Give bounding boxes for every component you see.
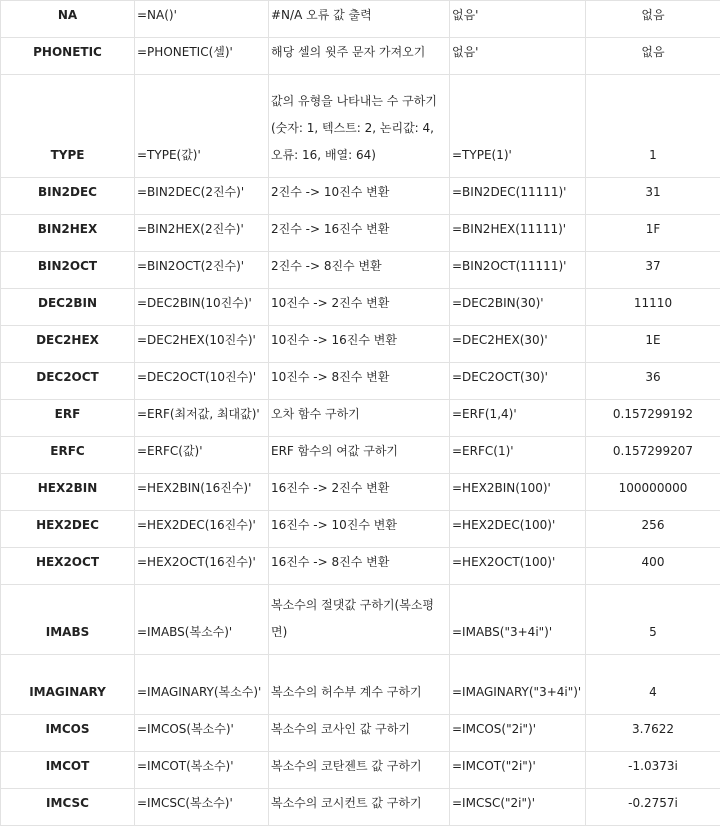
table-row bbox=[1, 548, 720, 585]
example-cell: =HEX2BIN(100)' bbox=[450, 474, 586, 511]
example-cell: 없음' bbox=[450, 1, 586, 38]
example-cell: =IMCOT("2i")' bbox=[450, 752, 586, 789]
syntax-cell: =IMABS(복소수)' bbox=[135, 585, 269, 655]
description-cell: 오차 함수 구하기 bbox=[269, 400, 450, 437]
function-name-cell: DEC2BIN bbox=[1, 289, 135, 326]
result-cell: 37 bbox=[586, 252, 720, 289]
table-row bbox=[1, 789, 720, 826]
function-name-cell: ERFC bbox=[1, 437, 135, 474]
example-cell: =BIN2OCT(11111)' bbox=[450, 252, 586, 289]
function-name-cell: DEC2HEX bbox=[1, 326, 135, 363]
description-cell: 복소수의 코탄젠트 값 구하기 bbox=[269, 752, 450, 789]
function-name-cell: IMCOT bbox=[1, 752, 135, 789]
table-row bbox=[1, 400, 720, 437]
result-cell: 1 bbox=[586, 75, 720, 178]
result-cell: 100000000 bbox=[586, 474, 720, 511]
description-cell: 16진수 -> 10진수 변환 bbox=[269, 511, 450, 548]
function-name-cell: BIN2OCT bbox=[1, 252, 135, 289]
example-cell: =HEX2DEC(100)' bbox=[450, 511, 586, 548]
description-cell: 16진수 -> 2진수 변환 bbox=[269, 474, 450, 511]
result-cell: 1E bbox=[586, 326, 720, 363]
function-name-cell: BIN2HEX bbox=[1, 215, 135, 252]
example-cell: =IMAGINARY("3+4i")' bbox=[450, 655, 586, 715]
function-name-cell: IMCSC bbox=[1, 789, 135, 826]
function-name-cell: IMAGINARY bbox=[1, 655, 135, 715]
syntax-cell: =PHONETIC(셀)' bbox=[135, 38, 269, 75]
function-name-cell: DEC2OCT bbox=[1, 363, 135, 400]
function-name-cell: PHONETIC bbox=[1, 38, 135, 75]
syntax-cell: =BIN2OCT(2진수)' bbox=[135, 252, 269, 289]
table-row bbox=[1, 38, 720, 75]
syntax-cell: =HEX2BIN(16진수)' bbox=[135, 474, 269, 511]
example-cell: =BIN2DEC(11111)' bbox=[450, 178, 586, 215]
result-cell: -0.2757i bbox=[586, 789, 720, 826]
function-name-cell: ERF bbox=[1, 400, 135, 437]
syntax-cell: =BIN2DEC(2진수)' bbox=[135, 178, 269, 215]
example-cell: =IMCSC("2i")' bbox=[450, 789, 586, 826]
function-name-cell: HEX2BIN bbox=[1, 474, 135, 511]
table-row bbox=[1, 252, 720, 289]
example-cell: =BIN2HEX(11111)' bbox=[450, 215, 586, 252]
description-cell: #N/A 오류 값 출력 bbox=[269, 1, 450, 38]
description-cell: 16진수 -> 8진수 변환 bbox=[269, 548, 450, 585]
result-cell: 36 bbox=[586, 363, 720, 400]
result-cell: 31 bbox=[586, 178, 720, 215]
example-cell: =TYPE(1)' bbox=[450, 75, 586, 178]
description-cell: 복소수의 절댓값 구하기(복소평면) bbox=[269, 585, 450, 655]
function-name-cell: TYPE bbox=[1, 75, 135, 178]
example-cell: =DEC2OCT(30)' bbox=[450, 363, 586, 400]
result-cell: 11110 bbox=[586, 289, 720, 326]
description-cell: 값의 유형을 나타내는 수 구하기 (숫자: 1, 텍스트: 2, 논리값: 4, 오류: 16, 배열: 64) bbox=[269, 75, 450, 178]
function-name-cell: NA bbox=[1, 1, 135, 38]
result-cell: 0.157299192 bbox=[586, 400, 720, 437]
description-cell: 복소수의 코사인 값 구하기 bbox=[269, 715, 450, 752]
example-cell: =DEC2BIN(30)' bbox=[450, 289, 586, 326]
function-name-cell: HEX2OCT bbox=[1, 548, 135, 585]
example-cell: =ERFC(1)' bbox=[450, 437, 586, 474]
description-cell: ERF 함수의 여값 구하기 bbox=[269, 437, 450, 474]
function-name-cell: HEX2DEC bbox=[1, 511, 135, 548]
syntax-cell: =ERF(최저값, 최대값)' bbox=[135, 400, 269, 437]
syntax-cell: =IMCOS(복소수)' bbox=[135, 715, 269, 752]
result-cell: 3.7622 bbox=[586, 715, 720, 752]
syntax-cell: =TYPE(값)' bbox=[135, 75, 269, 178]
description-cell: 복소수의 허수부 계수 구하기 bbox=[269, 655, 450, 715]
result-cell: 없음 bbox=[586, 1, 720, 38]
description-cell: 2진수 -> 16진수 변환 bbox=[269, 215, 450, 252]
example-cell: 없음' bbox=[450, 38, 586, 75]
result-cell: 5 bbox=[586, 585, 720, 655]
syntax-cell: =HEX2DEC(16진수)' bbox=[135, 511, 269, 548]
description-cell: 2진수 -> 10진수 변환 bbox=[269, 178, 450, 215]
syntax-cell: =ERFC(값)' bbox=[135, 437, 269, 474]
function-name-cell: BIN2DEC bbox=[1, 178, 135, 215]
syntax-cell: =IMAGINARY(복소수)' bbox=[135, 655, 269, 715]
table-row bbox=[1, 178, 720, 215]
function-name-cell: IMABS bbox=[1, 585, 135, 655]
description-cell: 복소수의 코시컨트 값 구하기 bbox=[269, 789, 450, 826]
description-cell: 해당 셀의 윗주 문자 가져오기 bbox=[269, 38, 450, 75]
table-row bbox=[1, 511, 720, 548]
table-row bbox=[1, 326, 720, 363]
result-cell: 없음 bbox=[586, 38, 720, 75]
syntax-cell: =DEC2BIN(10진수)' bbox=[135, 289, 269, 326]
example-cell: =IMABS("3+4i")' bbox=[450, 585, 586, 655]
result-cell: 1F bbox=[586, 215, 720, 252]
function-name-cell: IMCOS bbox=[1, 715, 135, 752]
table-row bbox=[1, 289, 720, 326]
table-row bbox=[1, 655, 720, 715]
result-cell: 256 bbox=[586, 511, 720, 548]
syntax-cell: =IMCSC(복소수)' bbox=[135, 789, 269, 826]
example-cell: =ERF(1,4)' bbox=[450, 400, 586, 437]
table-row bbox=[1, 1, 720, 38]
table-row bbox=[1, 75, 720, 178]
example-cell: =HEX2OCT(100)' bbox=[450, 548, 586, 585]
result-cell: -1.0373i bbox=[586, 752, 720, 789]
table-row bbox=[1, 215, 720, 252]
table-row bbox=[1, 474, 720, 511]
table-row bbox=[1, 715, 720, 752]
syntax-cell: =NA()' bbox=[135, 1, 269, 38]
table-row bbox=[1, 585, 720, 655]
result-cell: 0.157299207 bbox=[586, 437, 720, 474]
syntax-cell: =DEC2OCT(10진수)' bbox=[135, 363, 269, 400]
table-row bbox=[1, 363, 720, 400]
description-cell: 10진수 -> 16진수 변환 bbox=[269, 326, 450, 363]
syntax-cell: =HEX2OCT(16진수)' bbox=[135, 548, 269, 585]
description-cell: 10진수 -> 2진수 변환 bbox=[269, 289, 450, 326]
description-cell: 2진수 -> 8진수 변환 bbox=[269, 252, 450, 289]
description-cell: 10진수 -> 8진수 변환 bbox=[269, 363, 450, 400]
table-row bbox=[1, 752, 720, 789]
example-cell: =DEC2HEX(30)' bbox=[450, 326, 586, 363]
result-cell: 400 bbox=[586, 548, 720, 585]
result-cell: 4 bbox=[586, 655, 720, 715]
example-cell: =IMCOS("2i")' bbox=[450, 715, 586, 752]
table-row bbox=[1, 437, 720, 474]
syntax-cell: =BIN2HEX(2진수)' bbox=[135, 215, 269, 252]
syntax-cell: =IMCOT(복소수)' bbox=[135, 752, 269, 789]
syntax-cell: =DEC2HEX(10진수)' bbox=[135, 326, 269, 363]
